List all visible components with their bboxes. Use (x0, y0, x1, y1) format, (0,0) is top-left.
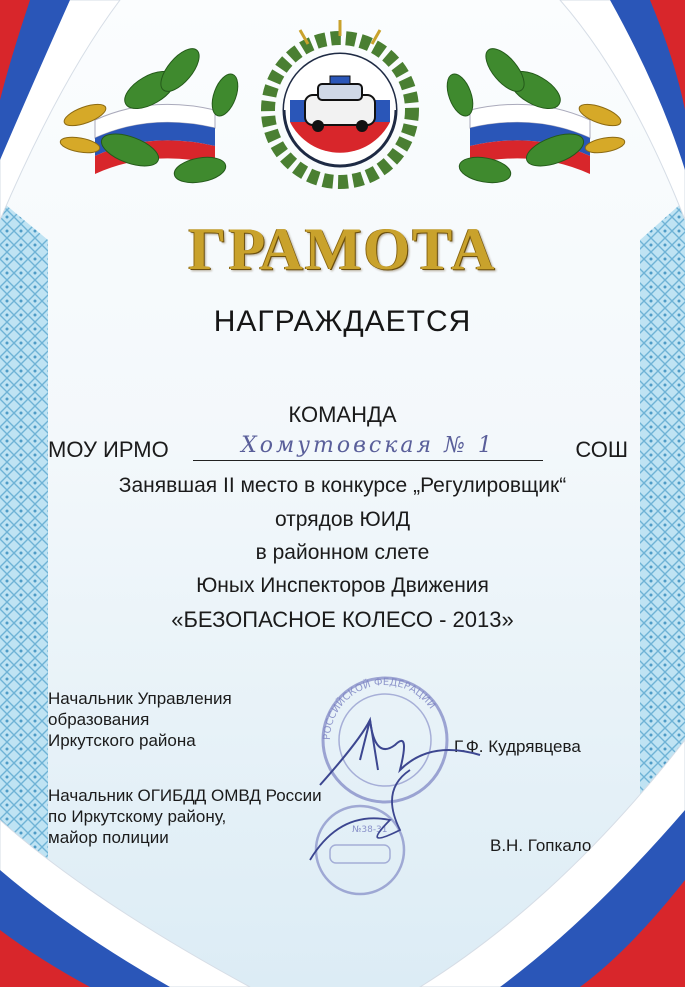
second-title-line-1: Начальник ОГИБДД ОМВД России (48, 786, 322, 805)
second-title-line-2: по Иркутскому району, (48, 807, 227, 826)
team-handwritten-name: Хомутовская № 1 (241, 433, 495, 458)
team-suffix: СОШ (575, 437, 628, 462)
first-signatory-name: Г.Ф. Кудрявцева (454, 737, 581, 756)
traffic-police-emblem (0, 0, 685, 230)
first-title-line-2: образования (48, 710, 150, 729)
first-title-line-3: Иркутского района (48, 731, 196, 750)
fill-in-underline (193, 460, 543, 461)
team-heading: КОМАНДА (288, 402, 397, 427)
place-line: Занявшая II место в конкурсе „Регулировщик“ (118, 474, 567, 497)
awarded-heading: НАГРАЖДАЕТСЯ (213, 305, 472, 338)
handwritten-signatures (300, 700, 500, 870)
event-line: «БЕЗОПАСНОЕ КОЛЕСО - 2013» (171, 607, 514, 632)
rally-line: в районном слете (255, 541, 430, 564)
certificate-title: ГРАМОТА (188, 216, 497, 282)
second-signatory-name: В.Н. Гопкало (490, 836, 592, 855)
second-signatory-title (48, 785, 322, 848)
team-name-row (48, 433, 628, 467)
team-prefix: МОУ ИРМО (48, 437, 169, 462)
stamp-arc-text: РОССИЙСКОЙ ФЕДЕРАЦИИ (321, 676, 438, 741)
second-title-line-3: майор полиции (48, 828, 169, 847)
first-title-line-1: Начальник Управления (48, 689, 232, 708)
squads-line: отрядов ЮИД (274, 508, 411, 531)
first-signatory-title (48, 688, 232, 751)
stamp-number: №38-31 (352, 825, 388, 835)
inspectors-line: Юных Инспекторов Движения (196, 574, 489, 597)
